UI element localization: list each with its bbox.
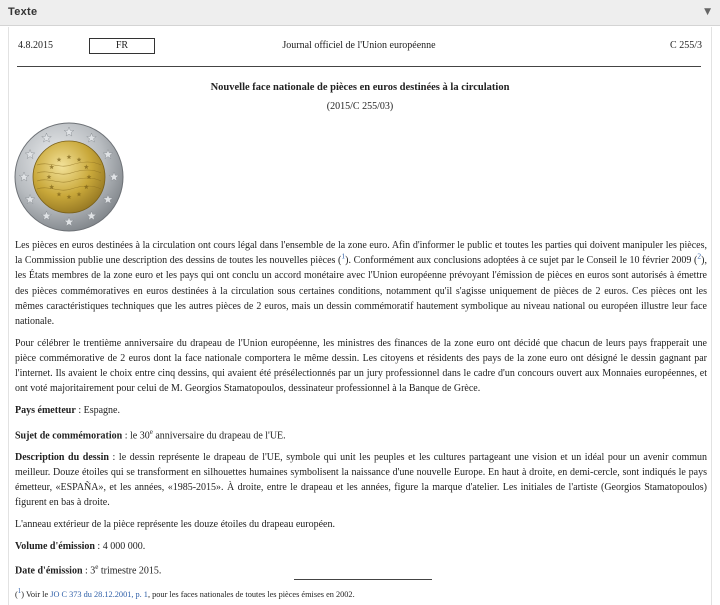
footnote-link-1[interactable]: 1: [341, 251, 346, 261]
panel-header[interactable]: [0, 0, 720, 26]
footnote-1: ($^1$) Voir le JO C 373 du 28.12.2001, p. 1, pour les faces nationales de toutes les pièces émises en 2002.: [15, 587, 355, 599]
commemoration-subject: Sujet de commémoration : le 30e anniversaire du drapeau de l'UE.: [15, 427, 286, 442]
collapse-toggle-icon[interactable]: ▼: [704, 7, 711, 17]
issuing-country: Pays émetteur : Espagne.: [15, 405, 120, 417]
issue-volume: Volume d'émission : 4 000 000.: [15, 540, 146, 552]
header-divider: [17, 66, 701, 67]
footnote-ref[interactable]: 1: [17, 587, 22, 596]
document-body: [15, 238, 707, 586]
context-paragraph: Pour célébrer le trentième anniversaire du drapeau de l'Union européenne, les ministres des finances de la zone euro ont décidé que chacun de leurs pays frapperait une pièce commémorative de 2 euros dont la face nationale comportera le même dessin. Les citoyens et résidents des pays de la zone euro ont désigné le dessin gagnant par l'internet. Ils avaient le choix entre cinq dessins, qui avaient été présélectionnés par un jury professionnel dans le cadre d'un concours ouvert aux Monnaies européennes, et ont voté majoritairement pour celui de M. Georgios Stamatopoulos, dessinateur professionnel à la Banque de Grèce.: [15, 337, 707, 395]
publication-date: 4.8.2015: [18, 40, 53, 51]
panel-title: Texte: [8, 6, 38, 18]
outer-ring-description: L'anneau extérieur de la pièce représente les douze étoiles du drapeau européen.: [15, 519, 335, 531]
document-viewer: [8, 27, 712, 605]
coin-image: [13, 121, 125, 233]
journal-header: [16, 38, 702, 54]
language-selector[interactable]: FR: [89, 38, 155, 54]
journal-name: Journal officiel de l'Union européenne: [282, 40, 436, 51]
design-description: Description du dessin : le dessin représente le drapeau de l'UE, symbole qui unit les peuples et les cultures partageant une vision et un idéal pour un avenir commun meilleur. Douze étoiles qui se transforment en silhouettes humaines symbolisent la naissance d'une nouvelle Europe. En haut à droite, en demi-cercle, sont indiqués le pays émetteur, «ESPAÑA», et les années, «1985-2015». À droite, entre le drapeau et les années, figure la marque d'atelier. Les initiales de l'artiste (Georgios Stamatopoulos) figurent en bas à droite.: [15, 451, 708, 509]
issue-date: Date d'émission : 3e trimestre 2015.: [15, 563, 162, 577]
footnote-link-2[interactable]: 2: [697, 251, 702, 261]
document-title: Nouvelle face nationale de pièces en euros destinées à la circulation: [210, 82, 510, 93]
intro-paragraph: Les pièces en euros destinées à la circulation ont cours légal dans l'ensemble de la zone euro. Afin d'informer le public et toutes les parties qui doivent manipuler les pièces, la Commission publie une description des dessins de toutes les nouvelles pièces ($^1$). Conformément aux conclusions adoptées à ce sujet par le Conseil le 10 février 2009 ($^2$), les États membres de la zone euro et les pays qui ont conclu un accord monétaire avec l'Union européenne prévoyant l'émission de pièces en euros sont autorisés à émettre des pièces commémoratives en euros destinées à la circulation sous certaines conditions, notamment qu'il s'agisse uniquement de pièces de 2 euros. Ces pièces ont les mêmes caractéristiques techniques que les autres pièces de 2 euros, mais un dessin commémoratif hautement symbolique au niveau national ou européen illustre leur face nationale.: [15, 240, 707, 328]
footnote-journal-link[interactable]: JO C 373 du 28.12.2001, p. 1: [50, 590, 148, 599]
document-number: (2015/C 255/03): [326, 101, 394, 112]
footnote-divider: [294, 579, 432, 580]
journal-reference: C 255/3: [670, 40, 702, 51]
